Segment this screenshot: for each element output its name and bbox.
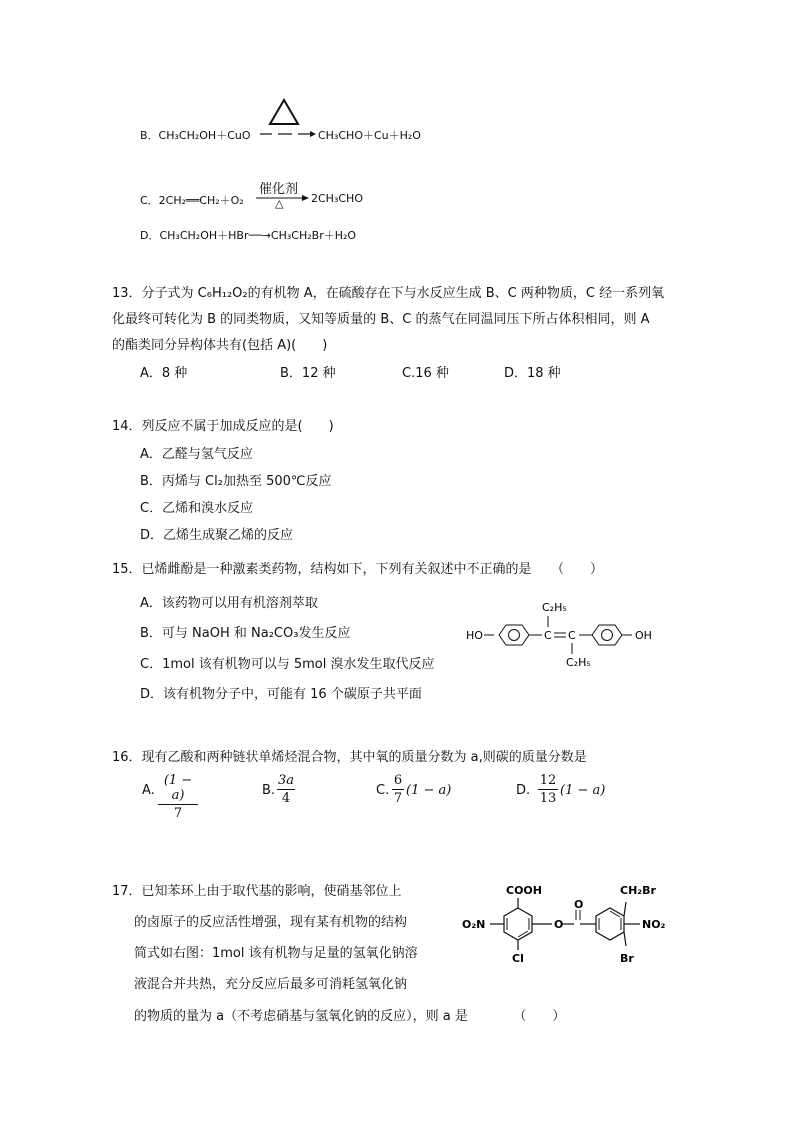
q13-line2: 化最终可转化为 B 的同类物质，又知等质量的 B、C 的蒸气在同温同压下所占体积相同，则 A [112, 312, 650, 327]
q16-option-c-fraction: 6 7 [393, 773, 403, 806]
q16-stem: 16．现有乙酸和两种链状单烯烃混合物，其中氧的质量分数为 a,则碳的质量分数是 [112, 750, 587, 765]
q14-stem: 14．列反应不属于加成反应的是( ) [112, 419, 334, 434]
bottom-ethyl-label: C₂H₅ [566, 656, 591, 669]
q14-option-d: D．乙烯生成聚乙烯的反应 [140, 528, 294, 543]
q15-option-d: D．该有机物分子中，可能有 16 个碳原子共平面 [140, 687, 422, 702]
q15-option-a: A．该药物可以用有机溶剂萃取 [140, 596, 318, 611]
q16-option-d-label: D. [516, 783, 531, 798]
benzene-ring-right-icon [596, 908, 624, 940]
svg-text:C: C [544, 629, 552, 642]
q15-option-b: B．可与 NaOH 和 Na₂CO₃发生反应 [140, 626, 351, 641]
heat-triangle-icon [270, 100, 298, 124]
q17-line4: 液混合并共热，充分反应后最多可消耗氢氧化钠 [134, 977, 408, 992]
catalyst-label: 催化剂 [259, 182, 299, 197]
q16-option-a-label: A. [142, 783, 155, 798]
svg-text:C: C [568, 629, 576, 642]
reaction-d: D．CH₃CH₂OH＋HBr──→CH₃CH₂Br＋H₂O [140, 229, 357, 242]
left-hydroxyl-label: HO [466, 629, 483, 642]
reaction-c-rhs: 2CH₃CHO [311, 192, 363, 205]
nitro-right-label: NO₂ [642, 918, 666, 931]
benzene-ring-left-icon [504, 908, 532, 940]
q16-option-c-tail: (1 − a) [406, 783, 452, 798]
ester-oxygen-label: O [554, 918, 564, 931]
reaction-c-lhs: C．2CH₂══CH₂＋O₂ [140, 194, 244, 207]
reaction-b-rhs: CH₃CHO＋Cu＋H₂O [318, 129, 421, 142]
nitro-left-label: O₂N [462, 918, 486, 931]
benzene-ring-right-icon [592, 625, 622, 645]
arrow-head-icon [310, 131, 316, 137]
q13-option-d: D．18 种 [504, 366, 561, 381]
q17-line3: 简式如右图：1mol 该有机物与足量的氢氧化钠溶 [134, 946, 418, 961]
q15-option-c: C．1mol 该有机物可以与 5mol 溴水发生取代反应 [140, 657, 435, 672]
q16-option-c-label: C. [376, 783, 390, 798]
q13-option-c: C.16 种 [402, 366, 449, 381]
q16-option-d-tail: (1 − a) [560, 783, 606, 798]
ester-structure [460, 880, 680, 970]
q16-option-d-fraction: 12 13 [539, 773, 557, 806]
q16-option-b-fraction: 3a 4 [277, 773, 295, 806]
top-ethyl-label: C₂H₅ [542, 601, 567, 614]
q17-line2: 的卤原子的反应活性增强，现有某有机物的结构 [134, 915, 408, 930]
arrow-head-icon [302, 195, 309, 201]
q13-line1: 13．分子式为 C₆H₁₂O₂的有机物 A，在硫酸存在下与水反应生成 B、C 两种物质，C 经一系列氧 [112, 286, 665, 301]
diethylstilbestrol-structure [462, 598, 672, 674]
carbonyl-oxygen-label: O [574, 898, 584, 911]
q17-line5: 的物质的量为 a（不考虑硝基与氢氧化钠的反应），则 a 是 （ ） [134, 1009, 566, 1024]
bromomethyl-label: CH₂Br [620, 884, 656, 897]
q13-option-b: B．12 种 [280, 366, 336, 381]
heat-symbol: △ [275, 197, 284, 210]
bromo-label: Br [620, 952, 634, 965]
right-hydroxyl-label: OH [635, 629, 652, 642]
q16-option-b-label: B. [262, 783, 276, 798]
q14-option-c: C．乙烯和溴水反应 [140, 501, 254, 516]
heat-arrow-b [258, 96, 318, 142]
q13-option-a: A．8 种 [140, 366, 188, 381]
q13-line3: 的酯类同分异构体共有(包括 A)( ) [112, 338, 328, 353]
q16-option-a-fraction: (1 − a) 7 [158, 773, 198, 821]
q14-option-a: A．乙醛与氢气反应 [140, 447, 253, 462]
chloro-label: Cl [512, 952, 524, 965]
q17-line1: 17．已知苯环上由于取代基的影响，使硝基邻位上 [112, 884, 402, 899]
q14-option-b: B．丙烯与 Cl₂加热至 500℃反应 [140, 474, 332, 489]
reaction-b-lhs: B．CH₃CH₂OH＋CuO [140, 129, 251, 142]
cooh-label: COOH [506, 884, 542, 897]
q15-stem: 15．已烯雌酚是一种激素类药物，结构如下，下列有关叙述中不正确的是 （ ） [112, 562, 604, 577]
benzene-ring-left-icon [499, 625, 529, 645]
